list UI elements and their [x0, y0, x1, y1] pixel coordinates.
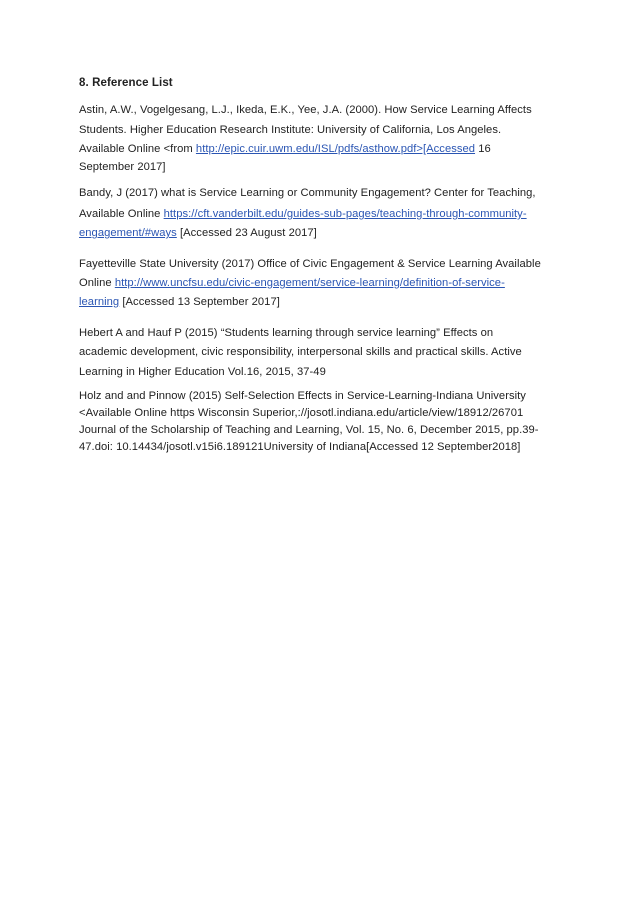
reference-1-text-end: 16 — [475, 143, 491, 155]
section-heading: 8. Reference List — [79, 77, 173, 89]
reference-2-text: Available Online — [79, 208, 164, 220]
reference-3-text-end: [Accessed 13 September 2017] — [119, 296, 280, 308]
reference-1-line-4: September 2017] — [79, 161, 166, 173]
reference-3-text: Online — [79, 277, 115, 289]
reference-3-line-2 — [79, 277, 505, 289]
reference-1-line-3 — [79, 143, 491, 155]
reference-2-link-cont[interactable]: engagement/#ways — [79, 227, 177, 239]
reference-1-text: Available Online <from — [79, 143, 196, 155]
reference-4-line-3: Learning in Higher Education Vol.16, 2015, 37-49 — [79, 366, 326, 378]
reference-5-line-1: Holz and and Pinnow (2015) Self-Selection Effects in Service-Learning-Indiana University — [79, 390, 526, 402]
reference-3-line-3 — [79, 296, 280, 308]
reference-2-line-1: Bandy, J (2017) what is Service Learning or Community Engagement? Center for Teaching, — [79, 187, 536, 199]
reference-4-line-1: Hebert A and Hauf P (2015) “Students learning through service learning” Effects on — [79, 327, 494, 339]
reference-2-line-3 — [79, 227, 317, 239]
reference-5-line-2: <Available Online https Wisconsin Superior,://josotl.indiana.edu/article/view/18912/26701 — [79, 407, 524, 419]
reference-5-line-3: Journal of the Scholarship of Teaching and Learning, Vol. 15, No. 6, December 2015, pp.39- — [79, 424, 539, 436]
reference-3-link-cont[interactable]: learning — [79, 296, 120, 308]
reference-1-line-2: Students. Higher Education Research Institute: University of California, Los Angeles. — [79, 124, 502, 136]
reference-5-line-4: 47.doi: 10.14434/josotl.v15i6.189121University of Indiana[Accessed 12 September2018] — [79, 441, 521, 453]
reference-3-link[interactable]: http://www.uncfsu.edu/civic-engagement/service-learning/definition-of-service- — [114, 277, 505, 289]
reference-1-link[interactable]: http://epic.cuir.uwm.edu/ISL/pdfs/asthow.pdf>[Accessed — [195, 143, 476, 155]
reference-2-link[interactable]: https://cft.vanderbilt.edu/guides-sub-pages/teaching-through-community- — [163, 208, 527, 220]
reference-2-line-2 — [79, 208, 527, 220]
reference-2-text-end: [Accessed 23 August 2017] — [176, 227, 317, 239]
reference-4-line-2: academic development, civic responsibility, interpersonal skills and practical skills. Active — [79, 346, 522, 358]
reference-1-line-1: Astin, A.W., Vogelgesang, L.J., Ikeda, E.K., Yee, J.A. (2000). How Service Learning Affects — [79, 104, 532, 116]
reference-3-line-1: Fayetteville State University (2017) Office of Civic Engagement & Service Learning Available — [79, 258, 541, 270]
